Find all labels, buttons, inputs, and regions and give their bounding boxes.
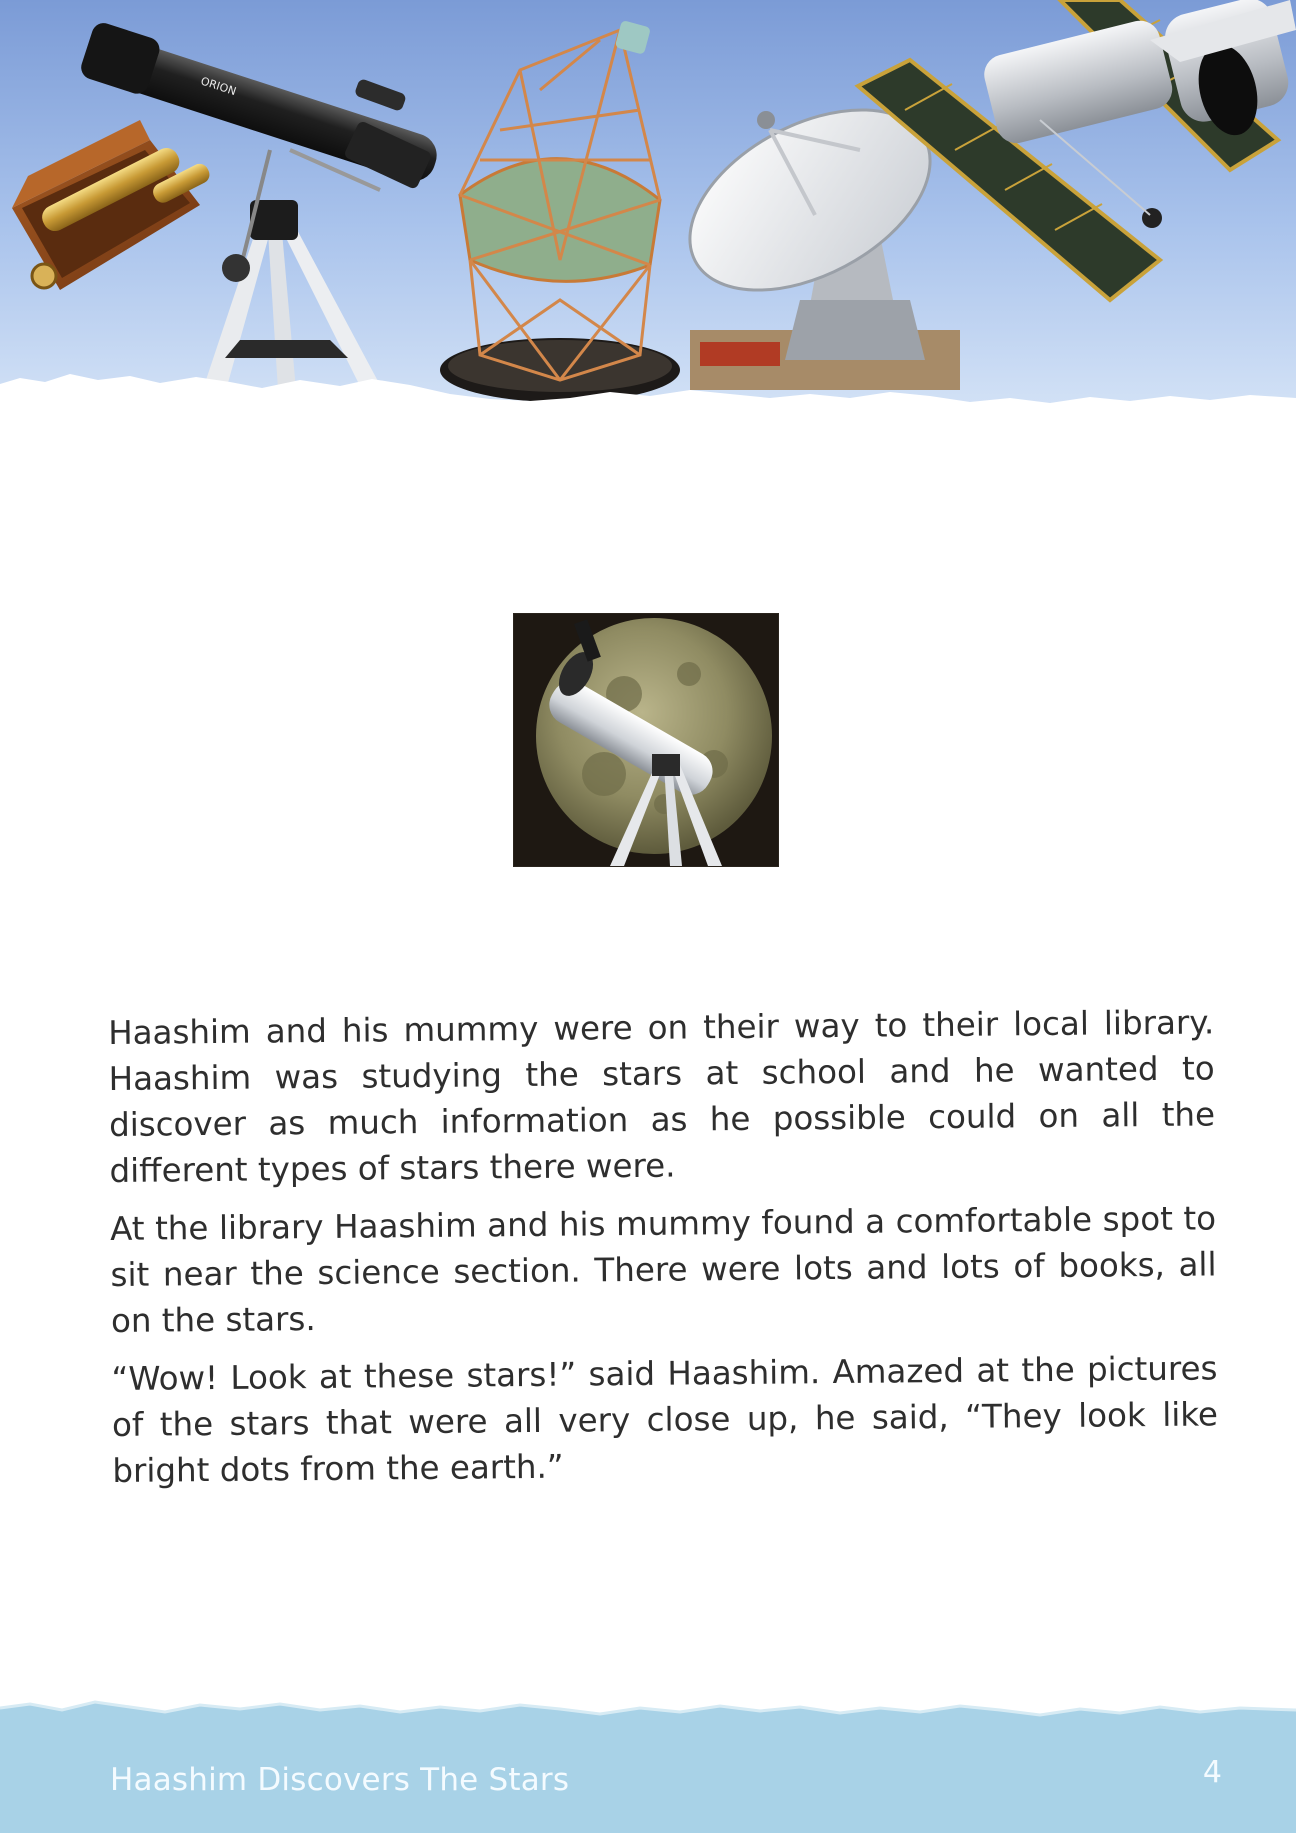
story-paragraph: At the library Haashim and his mummy found a comfortable spot to sit near the science section. There were lots and lots of books, all on the stars. [109, 1199, 1217, 1340]
header-banner [0, 0, 1296, 410]
telescope-brand-text: ORION [199, 74, 238, 99]
page-number: 4 [1202, 1755, 1222, 1790]
story-paragraph: “Wow! Look at these stars!” said Haashim. Amazed at the pictures of the stars that were all very close up, he said, “They look like bright dots from the earth.” [111, 1349, 1219, 1490]
telescope-moon-photo [514, 614, 778, 866]
book-title: Haashim Discovers The Stars [110, 1762, 570, 1798]
story-text [108, 999, 1219, 1506]
story-paragraph: Haashim and his mummy were on their way to their local library. Haashim was studying the stars at school and he wanted to discover as much information as he possible could on all the different types of stars there were. [108, 1003, 1216, 1190]
